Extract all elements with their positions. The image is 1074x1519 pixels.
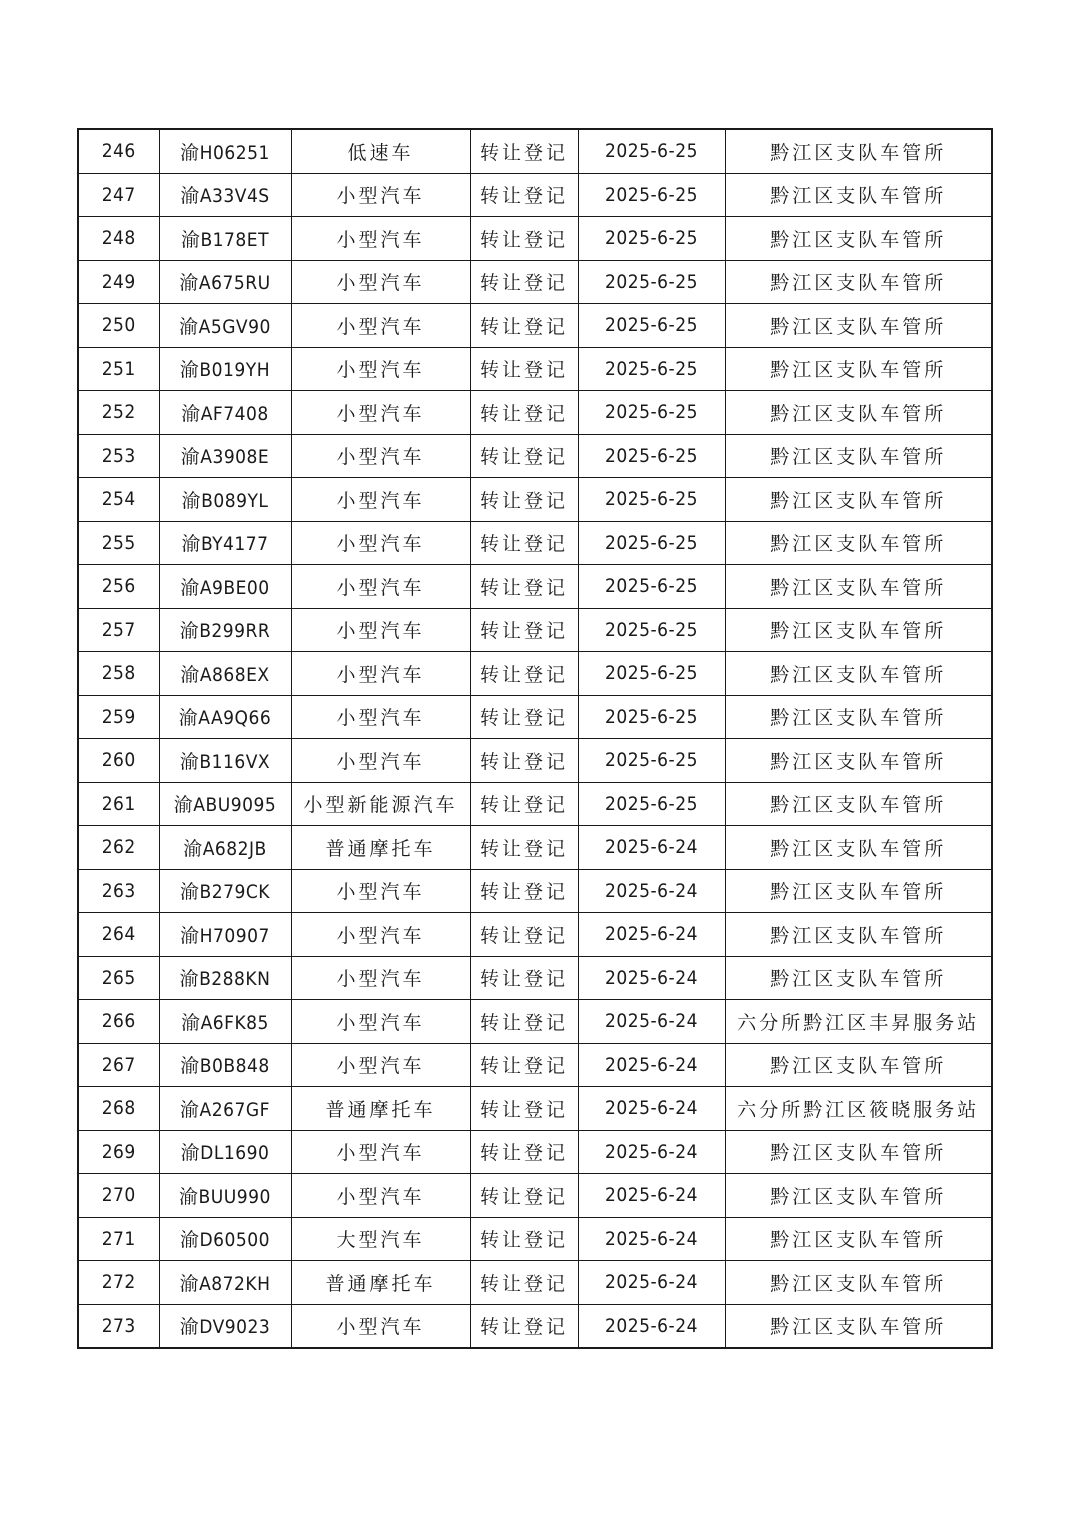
business-type-cell: 转让登记 [470,956,578,1000]
business-type-cell: 转让登记 [470,129,578,173]
office-cell: 黔江区支队车管所 [725,129,992,173]
business-type-cell: 转让登记 [470,869,578,913]
table-row [78,129,992,173]
vehicle-type-cell: 小型汽车 [291,521,470,565]
plate-number-cell: 渝AA9Q66 [159,695,291,739]
serial-number-cell: 248 [78,217,159,261]
vehicle-type-cell: 大型汽车 [291,1217,470,1261]
vehicle-type-cell: 小型汽车 [291,652,470,696]
serial-number-cell: 268 [78,1087,159,1131]
vehicle-type-cell: 小型汽车 [291,391,470,435]
office-cell: 黔江区支队车管所 [725,1217,992,1261]
table-row [78,1304,992,1348]
business-type-cell: 转让登记 [470,608,578,652]
plate-number-cell: 渝B288KN [159,956,291,1000]
plate-number-cell: 渝B0B848 [159,1043,291,1087]
office-cell: 六分所黔江区丰昇服务站 [725,1000,992,1044]
office-cell: 黔江区支队车管所 [725,652,992,696]
office-cell: 黔江区支队车管所 [725,565,992,609]
table-row [78,478,992,522]
vehicle-type-cell: 小型汽车 [291,695,470,739]
date-cell: 2025-6-25 [578,565,725,609]
table-row [78,217,992,261]
serial-number-cell: 251 [78,347,159,391]
date-cell: 2025-6-24 [578,1217,725,1261]
table-row [78,739,992,783]
date-cell: 2025-6-24 [578,1261,725,1305]
business-type-cell: 转让登记 [470,695,578,739]
vehicle-type-cell: 小型汽车 [291,956,470,1000]
office-cell: 黔江区支队车管所 [725,695,992,739]
vehicle-type-cell: 小型汽车 [291,739,470,783]
vehicle-type-cell: 普通摩托车 [291,826,470,870]
office-cell: 黔江区支队车管所 [725,173,992,217]
business-type-cell: 转让登记 [470,782,578,826]
plate-number-cell: 渝A9BE00 [159,565,291,609]
serial-number-cell: 246 [78,129,159,173]
table-row [78,1174,992,1218]
date-cell: 2025-6-24 [578,1304,725,1348]
business-type-cell: 转让登记 [470,1304,578,1348]
office-cell: 黔江区支队车管所 [725,1130,992,1174]
table-row [78,304,992,348]
serial-number-cell: 263 [78,869,159,913]
serial-number-cell: 271 [78,1217,159,1261]
vehicle-type-cell: 小型汽车 [291,347,470,391]
plate-number-cell: 渝BUU990 [159,1174,291,1218]
serial-number-cell: 273 [78,1304,159,1348]
date-cell: 2025-6-25 [578,129,725,173]
business-type-cell: 转让登记 [470,913,578,957]
plate-number-cell: 渝B116VX [159,739,291,783]
serial-number-cell: 256 [78,565,159,609]
serial-number-cell: 265 [78,956,159,1000]
plate-number-cell: 渝A682JB [159,826,291,870]
vehicle-type-cell: 普通摩托车 [291,1087,470,1131]
serial-number-cell: 264 [78,913,159,957]
table-row [78,652,992,696]
vehicle-type-cell: 小型汽车 [291,913,470,957]
table-row [78,347,992,391]
office-cell: 黔江区支队车管所 [725,1043,992,1087]
office-cell: 黔江区支队车管所 [725,608,992,652]
date-cell: 2025-6-24 [578,913,725,957]
date-cell: 2025-6-25 [578,347,725,391]
table-row [78,608,992,652]
vehicle-type-cell: 小型汽车 [291,217,470,261]
vehicle-type-cell: 小型汽车 [291,304,470,348]
serial-number-cell: 255 [78,521,159,565]
business-type-cell: 转让登记 [470,260,578,304]
serial-number-cell: 253 [78,434,159,478]
vehicle-type-cell: 小型新能源汽车 [291,782,470,826]
date-cell: 2025-6-25 [578,608,725,652]
date-cell: 2025-6-25 [578,478,725,522]
office-cell: 黔江区支队车管所 [725,1261,992,1305]
plate-number-cell: 渝A868EX [159,652,291,696]
table-row [78,1217,992,1261]
vehicle-type-cell: 小型汽车 [291,1043,470,1087]
business-type-cell: 转让登记 [470,391,578,435]
table-row [78,565,992,609]
records-table [77,128,993,1349]
table-row [78,1043,992,1087]
records-body [78,129,992,1348]
serial-number-cell: 258 [78,652,159,696]
office-cell: 黔江区支队车管所 [725,347,992,391]
plate-number-cell: 渝A5GV90 [159,304,291,348]
date-cell: 2025-6-25 [578,173,725,217]
table-row [78,173,992,217]
office-cell: 黔江区支队车管所 [725,913,992,957]
vehicle-type-cell: 小型汽车 [291,260,470,304]
vehicle-type-cell: 小型汽车 [291,1000,470,1044]
serial-number-cell: 249 [78,260,159,304]
office-cell: 黔江区支队车管所 [725,391,992,435]
table-row [78,434,992,478]
vehicle-type-cell: 小型汽车 [291,1130,470,1174]
table-row [78,869,992,913]
business-type-cell: 转让登记 [470,173,578,217]
business-type-cell: 转让登记 [470,826,578,870]
serial-number-cell: 259 [78,695,159,739]
vehicle-type-cell: 小型汽车 [291,608,470,652]
plate-number-cell: 渝A33V4S [159,173,291,217]
table-row [78,913,992,957]
serial-number-cell: 257 [78,608,159,652]
date-cell: 2025-6-24 [578,1130,725,1174]
serial-number-cell: 247 [78,173,159,217]
business-type-cell: 转让登记 [470,565,578,609]
serial-number-cell: 252 [78,391,159,435]
serial-number-cell: 261 [78,782,159,826]
plate-number-cell: 渝D60500 [159,1217,291,1261]
plate-number-cell: 渝A872KH [159,1261,291,1305]
date-cell: 2025-6-25 [578,217,725,261]
office-cell: 黔江区支队车管所 [725,304,992,348]
serial-number-cell: 272 [78,1261,159,1305]
office-cell: 黔江区支队车管所 [725,521,992,565]
date-cell: 2025-6-24 [578,956,725,1000]
table-row [78,1130,992,1174]
serial-number-cell: 267 [78,1043,159,1087]
office-cell: 黔江区支队车管所 [725,434,992,478]
table-row [78,695,992,739]
business-type-cell: 转让登记 [470,652,578,696]
office-cell: 黔江区支队车管所 [725,1304,992,1348]
table-row [78,782,992,826]
business-type-cell: 转让登记 [470,1217,578,1261]
table-row [78,260,992,304]
plate-number-cell: 渝A675RU [159,260,291,304]
vehicle-type-cell: 小型汽车 [291,1174,470,1218]
date-cell: 2025-6-24 [578,1087,725,1131]
plate-number-cell: 渝ABU9095 [159,782,291,826]
plate-number-cell: 渝A3908E [159,434,291,478]
office-cell: 黔江区支队车管所 [725,478,992,522]
business-type-cell: 转让登记 [470,1043,578,1087]
business-type-cell: 转让登记 [470,478,578,522]
vehicle-type-cell: 普通摩托车 [291,1261,470,1305]
date-cell: 2025-6-25 [578,260,725,304]
office-cell: 六分所黔江区筱晓服务站 [725,1087,992,1131]
plate-number-cell: 渝AF7408 [159,391,291,435]
date-cell: 2025-6-25 [578,739,725,783]
serial-number-cell: 254 [78,478,159,522]
business-type-cell: 转让登记 [470,217,578,261]
table-row [78,1087,992,1131]
office-cell: 黔江区支队车管所 [725,1174,992,1218]
table-row [78,391,992,435]
vehicle-type-cell: 小型汽车 [291,565,470,609]
vehicle-type-cell: 低速车 [291,129,470,173]
date-cell: 2025-6-25 [578,434,725,478]
plate-number-cell: 渝B299RR [159,608,291,652]
vehicle-type-cell: 小型汽车 [291,478,470,522]
business-type-cell: 转让登记 [470,1000,578,1044]
date-cell: 2025-6-25 [578,652,725,696]
table-row [78,1000,992,1044]
plate-number-cell: 渝B019YH [159,347,291,391]
business-type-cell: 转让登记 [470,739,578,783]
plate-number-cell: 渝B279CK [159,869,291,913]
date-cell: 2025-6-24 [578,1174,725,1218]
plate-number-cell: 渝H70907 [159,913,291,957]
date-cell: 2025-6-24 [578,1000,725,1044]
plate-number-cell: 渝DV9023 [159,1304,291,1348]
plate-number-cell: 渝A267GF [159,1087,291,1131]
table-row [78,521,992,565]
plate-number-cell: 渝DL1690 [159,1130,291,1174]
business-type-cell: 转让登记 [470,1130,578,1174]
date-cell: 2025-6-24 [578,826,725,870]
office-cell: 黔江区支队车管所 [725,782,992,826]
date-cell: 2025-6-24 [578,869,725,913]
date-cell: 2025-6-25 [578,782,725,826]
date-cell: 2025-6-25 [578,391,725,435]
business-type-cell: 转让登记 [470,347,578,391]
date-cell: 2025-6-25 [578,521,725,565]
plate-number-cell: 渝H06251 [159,129,291,173]
vehicle-type-cell: 小型汽车 [291,1304,470,1348]
office-cell: 黔江区支队车管所 [725,217,992,261]
serial-number-cell: 262 [78,826,159,870]
plate-number-cell: 渝A6FK85 [159,1000,291,1044]
date-cell: 2025-6-25 [578,695,725,739]
business-type-cell: 转让登记 [470,1261,578,1305]
office-cell: 黔江区支队车管所 [725,826,992,870]
vehicle-type-cell: 小型汽车 [291,869,470,913]
date-cell: 2025-6-25 [578,304,725,348]
table-row [78,956,992,1000]
business-type-cell: 转让登记 [470,304,578,348]
plate-number-cell: 渝BY4177 [159,521,291,565]
serial-number-cell: 266 [78,1000,159,1044]
office-cell: 黔江区支队车管所 [725,956,992,1000]
serial-number-cell: 250 [78,304,159,348]
office-cell: 黔江区支队车管所 [725,260,992,304]
serial-number-cell: 270 [78,1174,159,1218]
vehicle-type-cell: 小型汽车 [291,434,470,478]
office-cell: 黔江区支队车管所 [725,739,992,783]
serial-number-cell: 260 [78,739,159,783]
vehicle-type-cell: 小型汽车 [291,173,470,217]
business-type-cell: 转让登记 [470,521,578,565]
business-type-cell: 转让登记 [470,1174,578,1218]
serial-number-cell: 269 [78,1130,159,1174]
office-cell: 黔江区支队车管所 [725,869,992,913]
plate-number-cell: 渝B089YL [159,478,291,522]
table-row [78,1261,992,1305]
business-type-cell: 转让登记 [470,434,578,478]
business-type-cell: 转让登记 [470,1087,578,1131]
plate-number-cell: 渝B178ET [159,217,291,261]
table-row [78,826,992,870]
date-cell: 2025-6-24 [578,1043,725,1087]
